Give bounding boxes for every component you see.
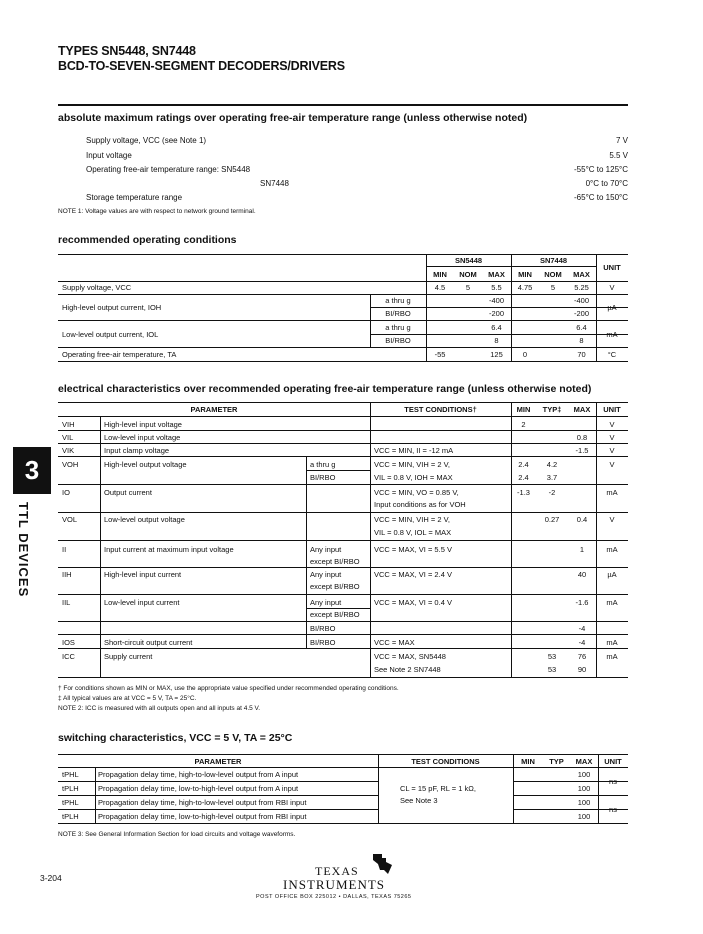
elec-max: -1.5 — [575, 446, 589, 455]
sw-note-3: NOTE 3: See General Information Section for load circuits and voltage waveforms. — [58, 831, 296, 838]
rec-cond: BI/RBO — [385, 309, 411, 318]
header-title-2: BCD-TO-SEVEN-SEGMENT DECODERS/DRIVERS — [58, 59, 345, 73]
elec-symbol: VIH — [62, 420, 75, 429]
elec-max: -4 — [578, 624, 586, 633]
elec-symbol: IOS — [62, 638, 75, 647]
elec-note-2: NOTE 2: ICC is measured with all outputs open and all inputs at 4.5 V. — [58, 705, 261, 712]
elec-title: electrical characteristics over recommended operating free-air temperature range (unless otherwise noted) — [58, 383, 592, 395]
elec-description: Input current at maximum input voltage — [104, 545, 234, 554]
elec-typ: 0.27 — [544, 515, 560, 524]
elec-symbol: VIK — [62, 446, 75, 455]
elec-min: 2 — [521, 420, 526, 429]
rec-val: 5 — [465, 283, 471, 292]
elec-test-condition: VCC = MAX, SN5448 — [374, 652, 446, 661]
elec-max: -1.6 — [575, 598, 589, 607]
elec-header-test: TEST CONDITIONS† — [404, 405, 477, 414]
rec-param: Operating free-air temperature, TA — [62, 350, 177, 359]
elec-test-condition: VCC = MAX, VI = 2.4 V — [374, 570, 452, 579]
elec-subcondition: except BI/RBO — [310, 557, 360, 566]
rec-val: -400 — [488, 296, 504, 305]
elec-max: 1 — [579, 545, 585, 554]
page-number: 3-204 — [40, 873, 62, 883]
sw-sym: tPHL — [62, 798, 79, 807]
elec-description: Output current — [104, 488, 152, 497]
elec-max: 0.4 — [576, 515, 588, 524]
elec-min: -1.3 — [517, 488, 530, 497]
rec-title: recommended operating conditions — [58, 234, 237, 246]
elec-test-condition: VCC = MIN, II = -12 mA — [374, 446, 454, 455]
elec-subcondition: BI/RBO — [310, 473, 336, 482]
elec-unit: V — [609, 446, 615, 455]
elec-test-condition: VCC = MAX, VI = 5.5 V — [374, 545, 452, 554]
rec-unit: µA — [607, 303, 617, 312]
elec-test-condition: VCC = MAX, VI = 0.4 V — [374, 598, 452, 607]
sw-unit: ns — [609, 805, 617, 814]
rec-header-nom: NOM — [459, 270, 477, 279]
elec-symbol: IIL — [62, 598, 71, 607]
elec-subrow-rule — [306, 470, 370, 471]
rec-val: 8 — [579, 336, 584, 345]
sw-header-test: TEST CONDITIONS — [411, 757, 480, 766]
elec-description: High-level output voltage — [104, 460, 187, 469]
elec-subrow-rule — [306, 594, 370, 595]
sw-header-typ: TYP — [549, 757, 564, 766]
elec-unit: V — [609, 460, 615, 469]
abs-max-value: -55°C to 125°C — [574, 165, 628, 174]
abs-max-value: -65°C to 150°C — [574, 193, 628, 202]
abs-max-value: 7 V — [615, 136, 628, 145]
rec-param: Low-level output current, IOL — [62, 330, 159, 339]
abs-max-title: absolute maximum ratings over operating free-air temperature range (unless otherwise noted) — [58, 112, 528, 124]
elec-min: 2.4 — [518, 460, 529, 469]
elec-symbol: VOL — [62, 515, 78, 524]
elec-subcondition: Any input — [310, 598, 342, 607]
elec-row-rule — [58, 512, 628, 513]
abs-max-label: Input voltage — [86, 151, 132, 160]
rec-header-nom: NOM — [544, 270, 562, 279]
sw-max: 100 — [577, 812, 591, 821]
elec-row-rule — [58, 456, 628, 457]
elec-row-rule — [58, 677, 628, 678]
sw-max: 100 — [577, 770, 591, 779]
elec-test-condition: VIL = 0.8 V, IOH = MAX — [374, 473, 453, 482]
sw-desc: Propagation delay time, high-to-low-level output from A input — [98, 770, 299, 779]
elec-test-condition: VCC = MAX — [374, 638, 415, 647]
rec-cond: BI/RBO — [385, 336, 411, 345]
header-title-1: TYPES SN5448, SN7448 — [58, 44, 196, 58]
elec-typ: 53 — [547, 652, 557, 661]
sw-test-1: CL = 15 pF, RL = 1 kΩ, — [400, 784, 476, 793]
rec-cond: a thru g — [385, 323, 411, 332]
footer-address: POST OFFICE BOX 225012 • DALLAS, TEXAS 75265 — [256, 894, 412, 900]
elec-symbol: VIL — [62, 433, 74, 442]
rec-val: 8 — [494, 336, 499, 345]
elec-symbol: IO — [62, 488, 70, 497]
abs-max-label: SN7448 — [260, 179, 289, 188]
elec-subcondition: Any input — [310, 570, 342, 579]
rec-header-min: MIN — [518, 270, 532, 279]
elec-row-rule — [58, 540, 628, 541]
elec-unit: mA — [606, 652, 618, 661]
header-rule — [58, 104, 628, 106]
rec-val: -200 — [573, 309, 589, 318]
sw-max: 100 — [577, 784, 591, 793]
elec-typ: 4.2 — [546, 460, 558, 469]
abs-max-label: Storage temperature range — [86, 193, 183, 202]
abs-max-value: 0°C to 70°C — [585, 179, 628, 188]
rec-val: 4.5 — [434, 283, 446, 292]
rec-header-max: MAX — [573, 270, 590, 279]
brand-texas: TEXAS — [315, 864, 359, 878]
sw-sym: tPLH — [62, 812, 79, 821]
sw-header-max: MAX — [575, 757, 593, 766]
elec-subcondition: except BI/RBO — [310, 610, 360, 619]
rec-unit: °C — [607, 350, 617, 359]
elec-header-unit: UNIT — [603, 405, 621, 414]
rec-val: -55 — [434, 350, 446, 359]
elec-unit: V — [609, 420, 615, 429]
elec-unit: mA — [606, 598, 618, 607]
elec-description: Short-circuit output current — [104, 638, 193, 647]
elec-typ: -2 — [548, 488, 556, 497]
elec-footnote-2: ‡ All typical values are at VCC = 5 V, TA = 25°C. — [58, 695, 197, 702]
rec-val: 5.5 — [491, 283, 502, 292]
elec-description: Low-level input voltage — [104, 433, 181, 442]
rec-header-sn5448: SN5448 — [454, 256, 483, 265]
elec-footnote-1: † For conditions shown as MIN or MAX, use the appropriate value specified under recommended operating conditions. — [58, 685, 399, 692]
elec-row-rule — [58, 567, 628, 568]
elec-symbol: ICC — [62, 652, 75, 661]
rec-val: 125 — [490, 350, 503, 359]
elec-subcondition: a thru g — [310, 460, 336, 469]
ti-logo-icon — [370, 852, 396, 876]
sw-header-min: MIN — [521, 757, 535, 766]
rec-val: -400 — [573, 296, 589, 305]
elec-row-rule — [58, 648, 628, 649]
rec-val: 70 — [577, 350, 586, 359]
elec-header-max: MAX — [573, 405, 591, 414]
elec-typ: 53 — [547, 665, 557, 674]
elec-row-rule — [58, 430, 628, 431]
abs-max-note: NOTE 1: Voltage values are with respect to network ground terminal. — [58, 208, 256, 215]
elec-test-condition: VIL = 0.8 V, IOL = MAX — [374, 528, 452, 537]
abs-max-value: 5.5 V — [609, 151, 628, 160]
elec-max: 90 — [577, 665, 587, 674]
rec-unit: mA — [606, 330, 618, 339]
elec-unit: V — [609, 515, 615, 524]
section-tab-number: 3 — [13, 447, 51, 494]
elec-max: 40 — [577, 570, 587, 579]
elec-test-condition: VCC = MIN, VO = 0.85 V, — [374, 488, 459, 497]
rec-param: Supply voltage, VCC — [62, 283, 132, 292]
rec-val: 0 — [522, 350, 528, 359]
elec-description: Supply current — [104, 652, 153, 661]
sw-unit: ns — [609, 777, 617, 786]
sw-desc: Propagation delay time, high-to-low-level output from RBI input — [98, 798, 307, 807]
rec-header-min: MIN — [433, 270, 447, 279]
elec-test-condition: See Note 2 SN7448 — [374, 665, 441, 674]
elec-unit: mA — [606, 545, 618, 554]
elec-description: High-level input current — [104, 570, 182, 579]
brand-instruments: INSTRUMENTS — [283, 877, 386, 892]
sw-sym: tPHL — [62, 770, 79, 779]
elec-description: Low-level input current — [104, 598, 180, 607]
sw-header-param: PARAMETER — [194, 757, 242, 766]
elec-subcondition: BI/RBO — [310, 624, 336, 633]
sw-max: 100 — [577, 798, 591, 807]
elec-max: 76 — [577, 652, 587, 661]
elec-subrow-rule — [306, 608, 370, 609]
elec-header-param: PARAMETER — [190, 405, 238, 414]
elec-unit: mA — [606, 638, 618, 647]
elec-header-min: MIN — [516, 405, 531, 414]
rec-param: High-level output current, IOH — [62, 303, 162, 312]
sw-sym: tPLH — [62, 784, 79, 793]
rec-val: 5.25 — [574, 283, 589, 292]
rec-val: 4.75 — [517, 283, 533, 292]
elec-description: Input clamp voltage — [104, 446, 170, 455]
elec-header-typ: TYP‡ — [542, 405, 562, 414]
abs-max-label: Operating free-air temperature range: SN5448 — [86, 165, 251, 174]
elec-row-rule — [58, 634, 628, 635]
sw-header-unit: UNIT — [604, 757, 622, 766]
sw-desc: Propagation delay time, low-to-high-level output from A input — [98, 784, 299, 793]
rec-unit: V — [609, 283, 615, 292]
elec-unit: µA — [607, 570, 617, 579]
rec-val: 5 — [550, 283, 556, 292]
sw-test-2: See Note 3 — [400, 796, 438, 805]
elec-test-condition: VCC = MIN, VIH = 2 V, — [374, 460, 450, 469]
elec-test-condition: VCC = MIN, VIH = 2 V, — [374, 515, 450, 524]
rec-val: -200 — [488, 309, 504, 318]
elec-symbol: II — [62, 545, 67, 554]
abs-max-label: Supply voltage, VCC (see Note 1) — [86, 136, 207, 145]
rec-header-unit: UNIT — [603, 263, 621, 272]
elec-typ: 3.7 — [546, 473, 558, 482]
sw-desc: Propagation delay time, low-to-high-level output from RBI input — [98, 812, 307, 821]
elec-symbol: VOH — [62, 460, 79, 469]
elec-subcondition: except BI/RBO — [310, 582, 360, 591]
rec-header-sn7448: SN7448 — [539, 256, 568, 265]
elec-min: 2.4 — [518, 473, 529, 482]
elec-subrow-rule — [306, 621, 370, 622]
elec-test-condition: Input conditions as for VOH — [374, 500, 466, 509]
elec-subcondition: BI/RBO — [310, 638, 336, 647]
elec-max: 0.8 — [576, 433, 588, 442]
elec-symbol: IIH — [62, 570, 72, 579]
rec-cond: a thru g — [385, 296, 411, 305]
elec-unit: V — [609, 433, 615, 442]
section-tab-label: TTL DEVICES — [16, 502, 31, 598]
rec-header-max: MAX — [488, 270, 505, 279]
elec-max: -4 — [578, 638, 586, 647]
elec-description: High-level input voltage — [104, 420, 182, 429]
elec-row-rule — [58, 443, 628, 444]
elec-unit: mA — [606, 488, 618, 497]
elec-row-rule — [58, 484, 628, 485]
elec-subcondition: Any input — [310, 545, 342, 554]
elec-description: Low-level output voltage — [104, 515, 185, 524]
sw-title: switching characteristics, VCC = 5 V, TA = 25°C — [58, 732, 293, 744]
rec-val: 6.4 — [576, 323, 587, 332]
rec-val: 6.4 — [491, 323, 502, 332]
